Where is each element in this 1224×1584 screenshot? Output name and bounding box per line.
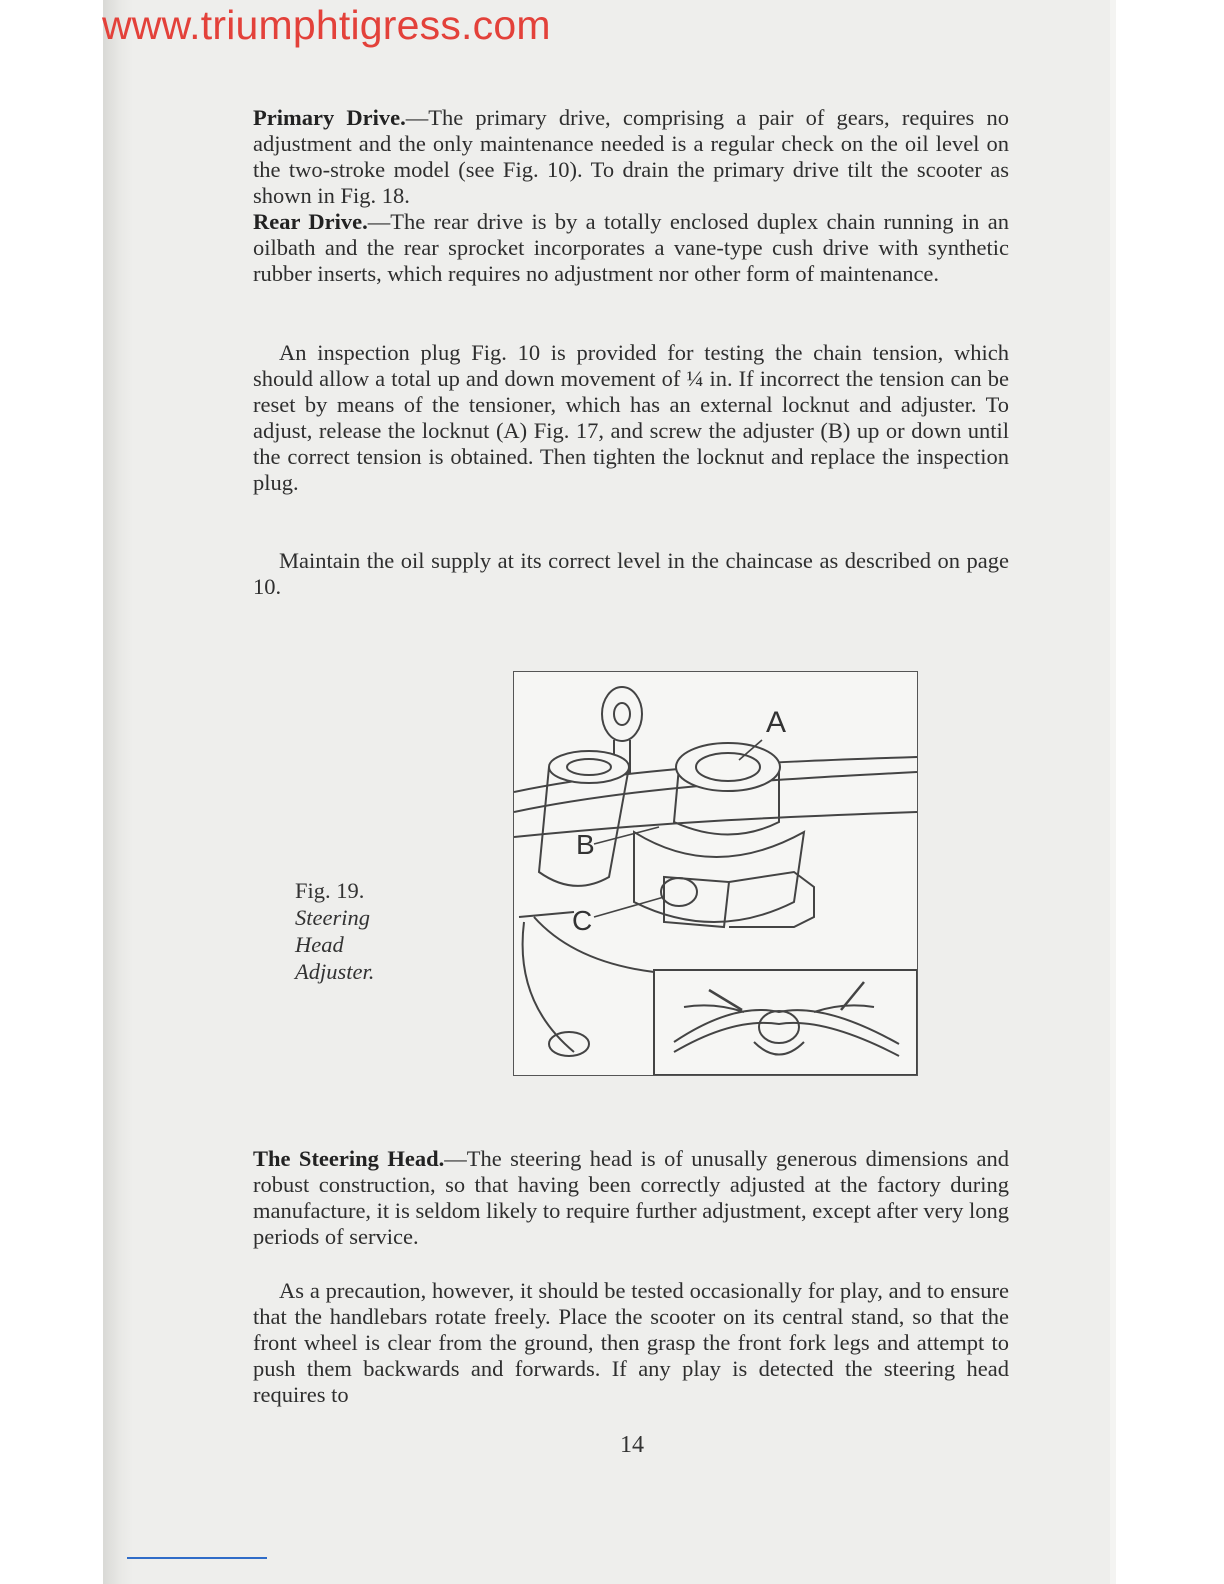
binding-gutter xyxy=(103,0,133,1584)
steering-heading: The Steering Head. xyxy=(253,1146,445,1171)
fig-19-illustration xyxy=(513,671,918,1076)
primary-drive-text: —The primary drive, comprising a pair of gears, requires no adjustment and the only maintenance needed is a regular check on the oil level on the two-stroke model (see Fig. 10). To drain the primary drive tilt the scooter as shown in Fig. 18. xyxy=(253,105,1009,208)
figure-caption xyxy=(295,877,374,985)
label-b: B xyxy=(576,829,595,860)
inspection-section xyxy=(253,340,1009,496)
oil-section xyxy=(253,548,1009,600)
rear-drive-paragraph xyxy=(253,209,1009,287)
primary-drive-paragraph xyxy=(253,105,1009,209)
label-a: A xyxy=(766,706,787,739)
steering-section xyxy=(253,1146,1009,1250)
caption-line-3: Adjuster. xyxy=(295,959,375,984)
rear-drive-heading: Rear Drive. xyxy=(253,209,368,234)
steering-head-drawing xyxy=(514,672,917,1075)
steering-paragraph xyxy=(253,1146,1009,1250)
oil-paragraph: Maintain the oil supply at its correct level in the chaincase as described on page 10. xyxy=(253,548,1009,599)
page-number: 14 xyxy=(620,1432,644,1458)
watermark-link[interactable]: www.triumphtigress.com xyxy=(102,2,551,48)
precaution-section xyxy=(253,1278,1009,1408)
label-c: C xyxy=(572,905,593,936)
caption-line-1: Steering xyxy=(295,905,370,930)
figure-number: Fig. 19. xyxy=(295,878,365,903)
inspection-paragraph: An inspection plug Fig. 10 is provided for testing the chain tension, which should allow a total up and down movement of ¼ in. If incorrect the tension can be reset by means of the tensioner, which has an external locknut and adjuster. To adjust, release the locknut (A) Fig. 17, and screw the adjuster (B) up or down until the correct tension is obtained. Then tighten the locknut and replace the inspection plug. xyxy=(253,340,1009,495)
steering-text: —The steering head is of unusally generous dimensions and robust construction, so that having been correctly adjusted at the factory during manufacture, it is seldom likely to require further adjustment, except after very long periods of service. xyxy=(253,1146,1009,1249)
rear-drive-text: —The rear drive is by a totally enclosed duplex chain running in an oilbath and the rear sprocket incorporates a vane-type cush drive with synthetic rubber inserts, which requires no adjustment nor other form of maintenance. xyxy=(253,209,1009,286)
caption-line-2: Head xyxy=(295,932,344,957)
precaution-paragraph: As a precaution, however, it should be tested occasionally for play, and to ensure that the handlebars rotate freely. Place the scooter on its central stand, so that the front wheel is clear from the ground, then grasp the front fork legs and attempt to push them backwards and forwards. If any play is detected the steering head requires to xyxy=(253,1278,1009,1407)
scan-edge xyxy=(1110,0,1116,1584)
primary-drive-heading: Primary Drive. xyxy=(253,105,406,130)
bottom-link-underline xyxy=(127,1557,267,1559)
drive-section xyxy=(253,105,1009,287)
